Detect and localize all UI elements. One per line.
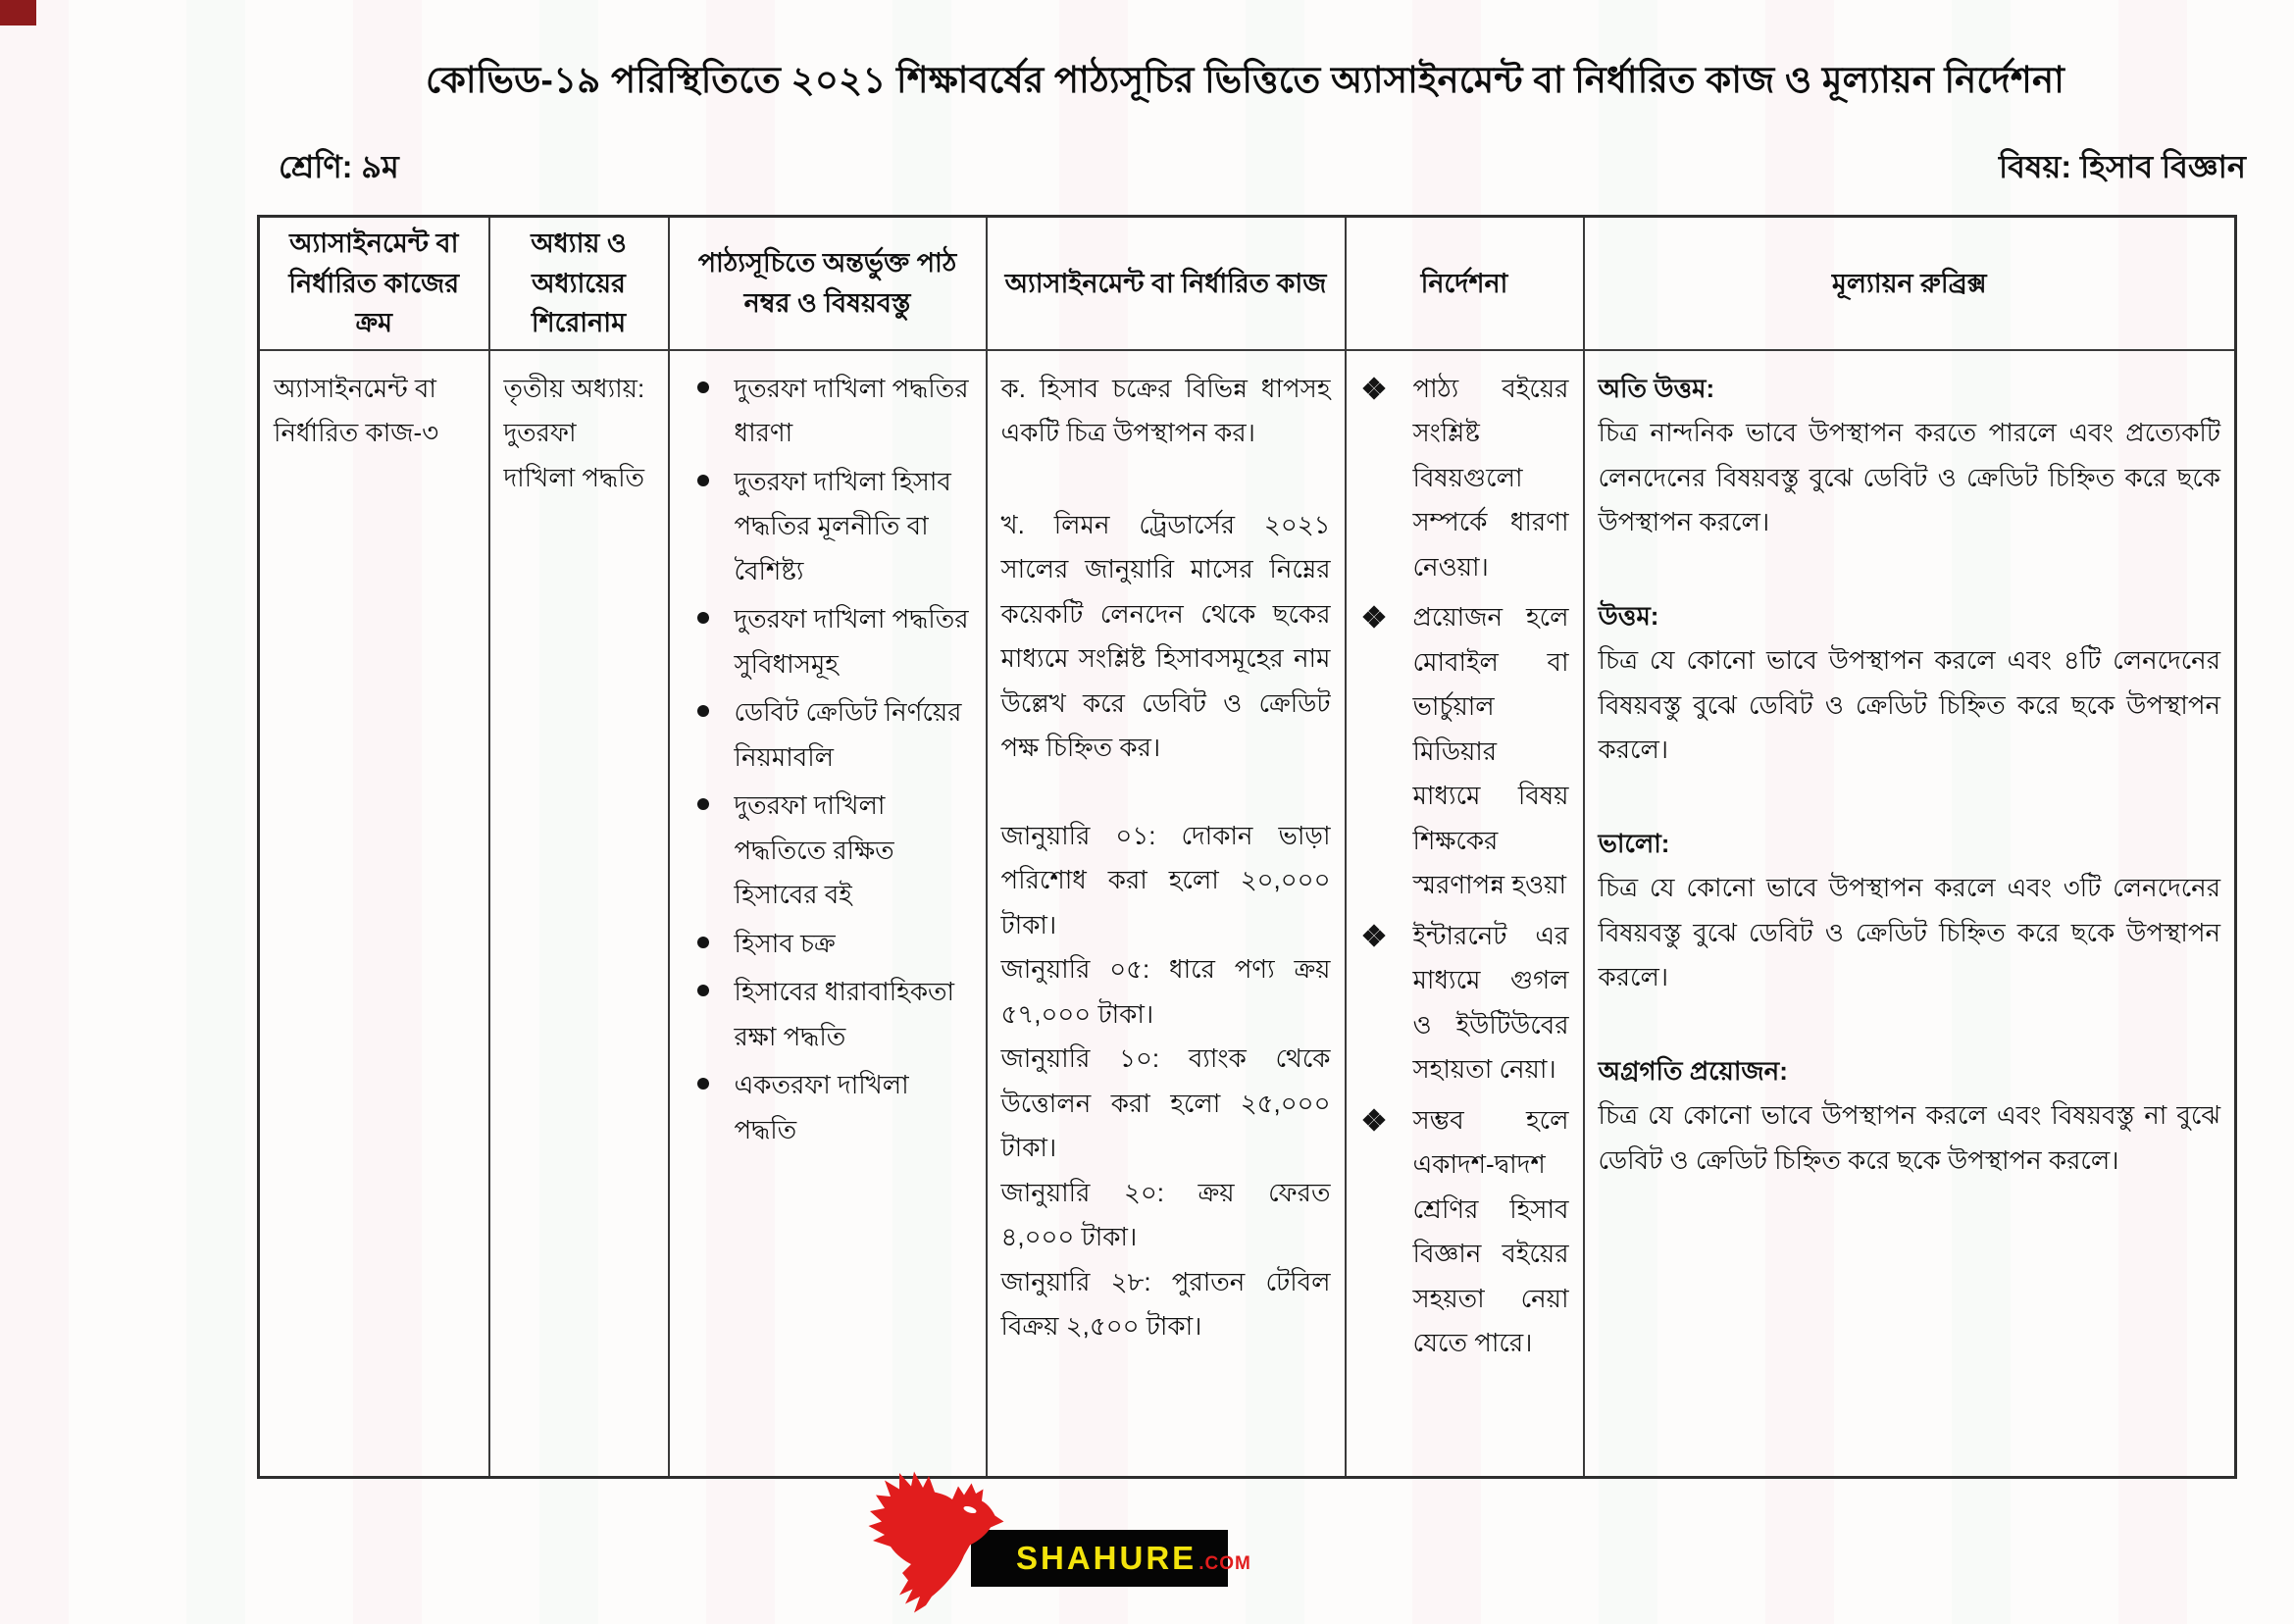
rubric-grade: অতি উত্তম: <box>1598 373 1715 403</box>
cell-rubrics <box>1584 350 2236 1478</box>
bullet-icon <box>697 612 709 624</box>
directive-text: ইন্টারনেট এর মাধ্যমে গুগল ও ইউটিউবের সহায়তা নেয়া। <box>1412 920 1569 1084</box>
diamond-bullet-icon <box>1364 607 1384 627</box>
column-header-directives: নির্দেশনা <box>1346 217 1584 350</box>
directive-text: পাঠ্য বইয়ের সংশ্লিষ্ট বিষয়গুলো সম্পর্কে ধারণা নেওয়া। <box>1412 373 1569 582</box>
rubric-criteria: চিত্র যে কোনো ভাবে উপস্থাপন করলে এবং ৩টি লেনদেনের বিষয়বস্তু বুঝে ডেবিট ও ক্রেডিট চিহ্নিত করে ছকে উপস্থাপন করলে। <box>1598 873 2220 991</box>
cell-assignment-serial <box>259 350 489 1478</box>
list-item <box>1360 1098 1569 1366</box>
bullet-icon <box>697 705 709 717</box>
footer-logo <box>861 1467 1251 1620</box>
table-row <box>259 350 2236 1478</box>
assignment-table <box>257 215 2237 1479</box>
bird-logo-icon <box>861 1467 1008 1614</box>
list-item <box>1360 367 1569 590</box>
list-item <box>684 970 972 1059</box>
list-item <box>684 922 972 967</box>
cell-chapter <box>489 350 669 1478</box>
directive-list <box>1360 367 1569 1366</box>
transaction-line: জানুয়ারি ২০: ক্রয় ফেরত ৪,০০০ টাকা। <box>1000 1177 1331 1251</box>
transaction-line: জানুয়ারি ১০: ব্যাংক থেকে উত্তোলন করা হলো ২৫,০০০ টাকা। <box>1000 1043 1331 1162</box>
rubric-block <box>1599 822 2221 1000</box>
topic-text: দুতরফা দাখিলা পদ্ধতিতে রক্ষিত হিসাবের বই <box>734 790 894 909</box>
bullet-icon <box>697 798 709 810</box>
topic-text: দুতরফা দাখিলা পদ্ধতির সুবিধাসমূহ <box>734 604 969 679</box>
rubric-block <box>1599 1049 2221 1184</box>
subject-label: বিষয়: হিসাব বিজ্ঞান <box>1998 149 2246 184</box>
class-label: শ্রেণি: ৯ম <box>279 149 399 184</box>
diamond-bullet-icon <box>1364 926 1384 945</box>
list-item <box>1360 914 1569 1092</box>
bullet-icon <box>697 985 709 996</box>
bullet-icon <box>697 475 709 486</box>
directive-text: প্রয়োজন হলে মোবাইল বা ভার্চুয়াল মিডিয়ার মাধ্যমে বিষয় শিক্ষকের স্মরণাপন্ন হওয়া <box>1412 602 1569 899</box>
diamond-bullet-icon <box>1364 379 1384 398</box>
directive-text: সম্ভব হলে একাদশ-দ্বাদশ শ্রেণির হিসাব বিজ্ঞান বইয়ের সহয়তা নেয়া যেতে পারে। <box>1412 1104 1569 1357</box>
topic-text: ডেবিট ক্রেডিট নির্ণয়ের নিয়মাবলি <box>734 697 962 772</box>
list-item <box>684 1063 972 1152</box>
scan-corner-mark <box>0 0 36 25</box>
bullet-icon <box>697 1078 709 1090</box>
rubric-block <box>1599 594 2221 773</box>
table-header-row <box>259 217 2236 350</box>
column-header-chapter: অধ্যায় ও অধ্যায়ের শিরোনাম <box>489 217 669 350</box>
cell-tasks <box>987 350 1346 1478</box>
transaction-line: জানুয়ারি ০৫: ধারে পণ্য ক্রয় ৫৭,০০০ টাকা। <box>1000 954 1331 1029</box>
list-item <box>684 784 972 918</box>
cell-topics <box>669 350 987 1478</box>
logo-brand-text: SHAHURE <box>1016 1540 1198 1576</box>
meta-row <box>257 142 2246 195</box>
transaction-line: জানুয়ারি ২৮: পুরাতন টেবিল বিক্রয় ২,৫০০ টাকা। <box>1000 1266 1331 1341</box>
task-a: ক. হিসাব চক্রের বিভিন্ন ধাপসহ একটি চিত্র উপস্থাপন কর। <box>1000 373 1331 447</box>
rubric-grade: উত্তম: <box>1598 600 1659 631</box>
diamond-bullet-icon <box>1364 1110 1384 1130</box>
rubric-criteria: চিত্র যে কোনো ভাবে উপস্থাপন করলে এবং বিষয়বস্তু না বুঝে ডেবিট ও ক্রেডিট চিহ্নিত করে ছকে উপস্থাপন করলে। <box>1598 1100 2220 1175</box>
topic-text: হিসাব চক্র <box>734 928 836 958</box>
transaction-line: জানুয়ারি ০১: দোকান ভাড়া পরিশোধ করা হলো ২০,০০০ টাকা। <box>1000 820 1331 939</box>
column-header-serial: অ্যাসাইনমেন্ট বা নির্ধারিত কাজের ক্রম <box>259 217 489 350</box>
logo-box <box>971 1530 1251 1587</box>
list-item <box>1360 595 1569 908</box>
rubric-criteria: চিত্র যে কোনো ভাবে উপস্থাপন করলে এবং ৪টি লেনদেনের বিষয়বস্তু বুঝে ডেবিট ও ক্রেডিট চিহ্নিত করে ছকে উপস্থাপন করলে। <box>1598 645 2220 764</box>
rubric-criteria: চিত্র নান্দনিক ভাবে উপস্থাপন করতে পারলে এবং প্রত্যেকটি লেনদেনের বিষয়বস্তু বুঝে ডেবিট ও ক্রেডিট চিহ্নিত করে ছকে উপস্থাপন করলে। <box>1598 418 2220 536</box>
bullet-icon <box>697 937 709 948</box>
list-item <box>684 460 972 594</box>
rubric-block <box>1599 367 2221 545</box>
topic-text: হিসাবের ধারাবাহিকতা রক্ষা পদ্ধতি <box>734 977 955 1051</box>
topic-text: দুতরফা দাখিলা হিসাব পদ্ধতির মূলনীতি বা বৈশিষ্ট্য <box>734 466 951 585</box>
topic-text: একতরফা দাখিলা পদ্ধতি <box>734 1070 909 1144</box>
assignment-serial: অ্যাসাইনমেন্ট বা নির্ধারিত কাজ-৩ <box>274 373 439 447</box>
column-header-tasks: অ্যাসাইনমেন্ট বা নির্ধারিত কাজ <box>987 217 1346 350</box>
rubric-grade: ভালো: <box>1598 828 1670 858</box>
list-item <box>684 690 972 780</box>
column-header-rubrics: মূল্যায়ন রুব্রিক্স <box>1584 217 2236 350</box>
bullet-icon <box>697 381 709 393</box>
cell-directives <box>1346 350 1584 1478</box>
page-title: কোভিড-১৯ পরিস্থিতিতে ২০২১ শিক্ষাবর্ষের পাঠ্যসূচির ভিত্তিতে অ্যাসাইনমেন্ট বা নির্ধারিত কাজ ও মূল্যায়ন নির্দেশনা <box>425 60 2065 100</box>
topic-list <box>684 367 972 1153</box>
task-b: খ. লিমন ট্রেডার্সের ২০২১ সালের জানুয়ারি মাসের নিম্নের কয়েকটি লেনদেন থেকে ছকের মাধ্যমে সংশ্লিষ্ট হিসাবসমূহের নাম উল্লেখ করে ডেবিট ও ক্রেডিট পক্ষ চিহ্নিত কর। <box>1000 509 1331 762</box>
list-item <box>684 367 972 456</box>
list-item <box>684 597 972 686</box>
chapter-title: তৃতীয় অধ্যায়: দুতরফা দাখিলা পদ্ধতি <box>503 373 645 492</box>
column-header-topics: পাঠ্যসূচিতে অন্তর্ভুক্ত পাঠ নম্বর ও বিষয়বস্তু <box>669 217 987 350</box>
logo-tld-text: .COM <box>1198 1553 1251 1574</box>
rubric-grade: অগ্রগতি প্রয়োজন: <box>1598 1055 1788 1086</box>
topic-text: দুতরফা দাখিলা পদ্ধতির ধারণা <box>734 373 969 447</box>
